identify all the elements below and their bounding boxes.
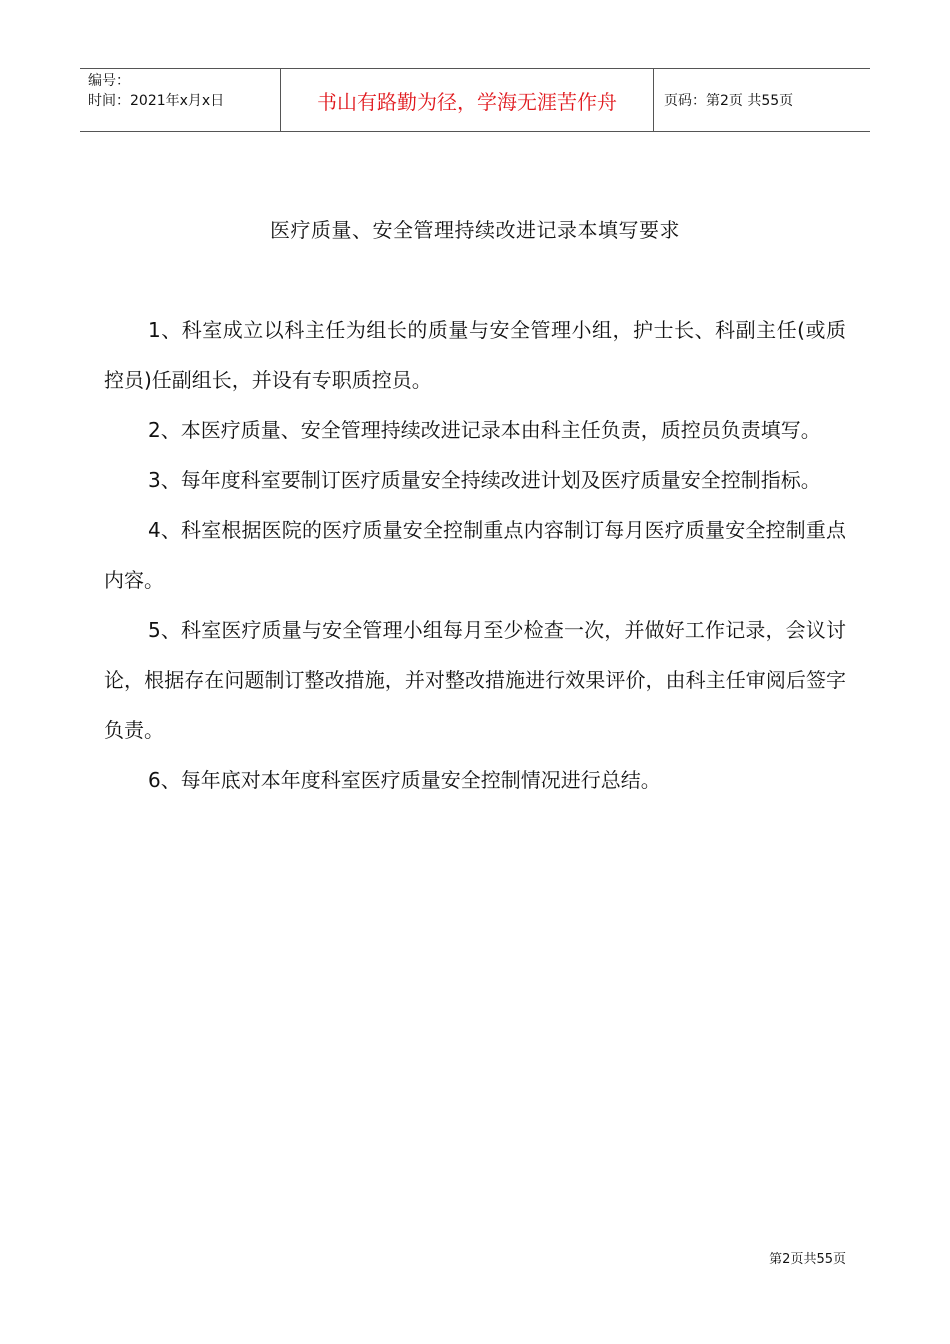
page-footer: 第2页共55页 (769, 1252, 846, 1267)
document-title: 医疗质量、安全管理持续改进记录本填写要求 (270, 218, 680, 242)
document-body (104, 305, 846, 805)
page-header (80, 68, 870, 132)
number-label: 编号： (88, 73, 130, 89)
paragraph-1: 1、科室成立以科主任为组长的质量与安全管理小组，护士长、科副主任(或质控员)任副组长，并设有专职质控员。 (104, 318, 846, 392)
time-label: 时间：2021年x月x日 (88, 93, 225, 109)
paragraph-4: 4、科室根据医院的医疗质量安全控制重点内容制订每月医疗质量安全控制重点内容。 (104, 518, 846, 592)
paragraph-5: 5、科室医疗质量与安全管理小组每月至少检查一次，并做好工作记录，会议讨论，根据存在问题制订整改措施，并对整改措施进行效果评价，由科主任审阅后签字负责。 (104, 618, 846, 742)
header-meta (80, 69, 281, 131)
paragraph-6: 6、每年底对本年度科室医疗质量安全控制情况进行总结。 (148, 768, 661, 792)
header-page-info: 页码：第2页 共55页 (664, 93, 794, 109)
paragraph-3: 3、每年度科室要制订医疗质量安全持续改进计划及医疗质量安全控制指标。 (148, 468, 821, 492)
header-motto: 书山有路勤为径，学海无涯苦作舟 (281, 69, 654, 131)
paragraph-2: 2、本医疗质量、安全管理持续改进记录本由科主任负责，质控员负责填写。 (148, 418, 821, 442)
